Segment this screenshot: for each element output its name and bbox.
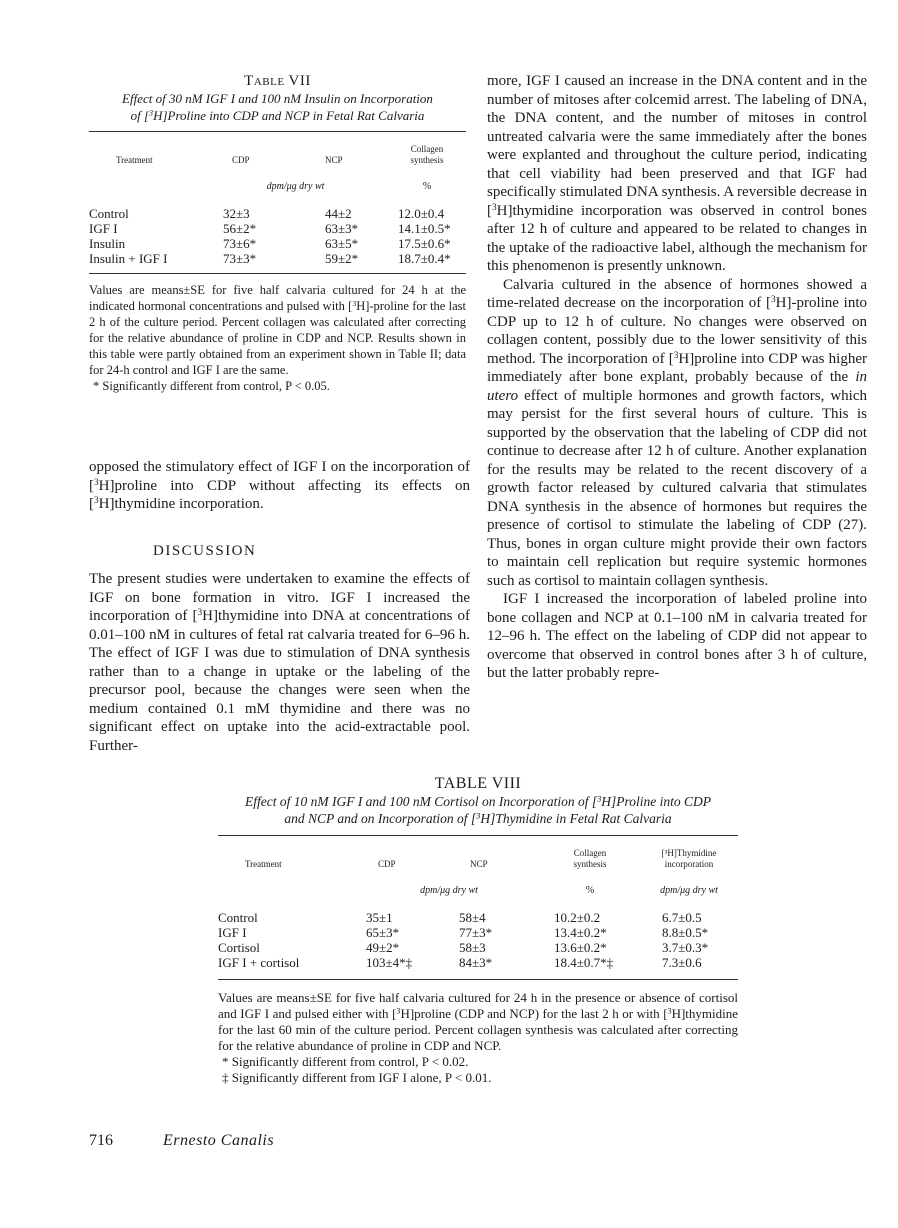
table-row: IGF I 56±2* 63±3* 14.1±0.5* — [89, 221, 451, 236]
table-row: Insulin + IGF I 73±3* 59±2* 18.7±0.4* — [89, 251, 466, 274]
table-7-header-ncp: NCP — [325, 155, 343, 165]
paragraph: more, IGF I caused an increase in the DNA content and in the number of mitoses after colcemid arrest. The labeling of DNA, the DNA content, and the number of mitoses in control untreated calvaria were the same immediately after the bones were explanted and throughout the culture period, indicating that cell viability had been preserved and that IGF had specifically stimulated DNA synthesis. A reversible decrease in [$^3$H]thymidine incorporation was observed in control bones after 12 h of culture and appeared to be related to changes in the uptake of the radioactive label, although the mechanism for this phenomenon is presently unknown. — [487, 73, 867, 274]
table-8-footnote: * Significantly different from control, P < 0.02. — [222, 1054, 469, 1069]
running-footer-author: Ernesto Canalis — [163, 1132, 275, 1149]
table-7 — [89, 72, 466, 394]
table-7-header-collagen: Collagen synthesis — [410, 144, 444, 165]
table-7-unit-dpm: dpm/μg dry wt — [266, 181, 325, 192]
table-8-unit-pct: % — [585, 885, 595, 896]
table-7-caption — [89, 72, 466, 124]
table-8-caption — [218, 775, 738, 827]
table-8-note: Values are means±SE for five half calvaria cultured for 24 h in the presence or absence of cortisol and IGF I and pulsed either with [$^3$H]proline (CDP and NCP) for the last 2 h or with [$^3$H]thymidine for the last 60 min of the culture period. Percent collagen synthesis was calculated after correcting for the relative abundance of proline in CDP and NCP. — [218, 990, 738, 1053]
table-8-footnote: ‡ Significantly different from IGF I alone, P < 0.01. — [222, 1070, 492, 1085]
table-8-label: TABLE VIII — [434, 775, 522, 792]
table-7-note: Values are means±SE for five half calvaria cultured for 24 h at the indicated hormonal concentrations and pulsed with [$^3$H]-proline for the last 2 h of the culture period. Percent collagen was calculated after correcting for the relative abundance of proline in CDP and NCP. Results shown in this table were partly obtained from an experiment shown in Table II; data for 24-h control and IGF I are the same. — [89, 283, 466, 377]
paragraph: Calvaria cultured in the absence of hormones showed a time-related decrease on the incorporation of [$^3$H]-proline into CDP up to 12 h of culture. No changes were observed on collagen content, possibly due to the lower sensitivity of this method. The incorporation of [$^3$H]proline into CDP was higher immediately after bone explant, probably because of the in utero effect of multiple hormones and growth factors, which may persist for the first several hours of culture. This is supported by the observation that the labeling of CDP did not continue to decrease after 12 h of culture. Another explanation for the results may be related to the recent discovery of a growth factor released by cultured calvaria that stimulates DNA synthesis in the absence of hormones but requires the presence of cortisol to stimulate the labeling of CDP (27). Thus, bones in organ culture might provide their own factors to maintain cell replication but require systemic hormones such as cortisol to maintain collagen synthesis. — [487, 276, 868, 589]
table-row: Insulin 73±6* 63±5* 17.5±0.6* — [89, 236, 451, 251]
paragraph: IGF I increased the incorporation of labeled proline into bone collagen and NCP at 0.1–100 nM in calvaria treated for 12–96 h. The effect on the labeling of CDP did not appear to overcome that observed in control bones after 3 h of culture, but the latter probably repre- — [487, 591, 867, 681]
page-number: 716 — [89, 1132, 113, 1149]
table-8-unit-dpm: dpm/μg dry wt — [420, 885, 478, 896]
left-column-discussion — [89, 570, 470, 755]
table-7-notes — [89, 282, 466, 394]
paragraph: opposed the stimulatory effect of IGF I on the incorporation of [$^3$H]proline into CDP without affecting its effects on [$^3$H]thymidine incorporation. — [89, 459, 470, 512]
table-row: Control 35±1 58±4 10.2±0.2 6.7±0.5 — [218, 910, 702, 925]
table-7-label: Table VII — [244, 73, 311, 89]
table-8-header-treatment: Treatment — [245, 859, 282, 869]
table-row: Control 32±3 44±2 12.0±0.4 — [89, 206, 445, 221]
table-8-unit-dpm-2: dpm/μg dry wt — [660, 885, 718, 896]
section-heading: DISCUSSION — [153, 543, 257, 559]
table-7-header-treatment: Treatment — [116, 155, 153, 165]
table-8-title: Effect of 10 nM IGF I and 100 nM Cortisol on Incorporation of [$^3$H]Proline into CDP and NCP and on Incorporation of [$^3$H]Thymidine in Fetal Rat Calvaria — [244, 794, 712, 826]
left-column — [89, 458, 470, 514]
table-8-header-ncp: NCP — [470, 859, 488, 869]
table-row: IGF I 65±3* 77±3* 13.4±0.2* 8.8±0.5* — [218, 925, 709, 940]
right-column — [487, 72, 867, 683]
table-7-grid — [89, 131, 466, 274]
table-8 — [218, 775, 738, 1086]
paragraph: The present studies were undertaken to examine the effects of IGF on bone formation in vitro. IGF I increased the incorporation of [$^3$H]thymidine into DNA at concentrations of 0.01–100 nM in cultures of fetal rat calvaria treated for 6–96 h. The effect of IGF I was due to stimulation of DNA synthesis rather than to a change in uptake or the labeling of the precursor pool, because the changes were seen when the medium contained 0.1 mM thymidine and there was no significant effect on uptake into the acid-extractable pool. Further- — [89, 571, 470, 754]
table-7-unit-pct: % — [422, 181, 432, 192]
table-7-footnote: * Significantly different from control, P < 0.05. — [93, 379, 330, 393]
table-8-grid — [218, 835, 738, 980]
table-8-header-cdp: CDP — [378, 859, 396, 869]
table-8-header-collagen: Collagen synthesis — [573, 848, 607, 869]
table-row: Cortisol 49±2* 58±3 13.6±0.2* 3.7±0.3* — [218, 940, 709, 955]
table-7-title: Effect of 30 nM IGF I and 100 nM Insulin on Incorporation of [$^3$H]Proline into CDP and NCP in Fetal Rat Calvaria — [122, 91, 433, 123]
table-7-header-cdp: CDP — [232, 155, 250, 165]
table-8-notes — [218, 990, 738, 1086]
table-8-header-thymidine: [³H]Thymidine incorporation — [661, 848, 717, 869]
table-row: IGF I + cortisol 103±4*‡ 84±3* 18.4±0.7*‡ 7.3±0.6 — [218, 955, 738, 980]
